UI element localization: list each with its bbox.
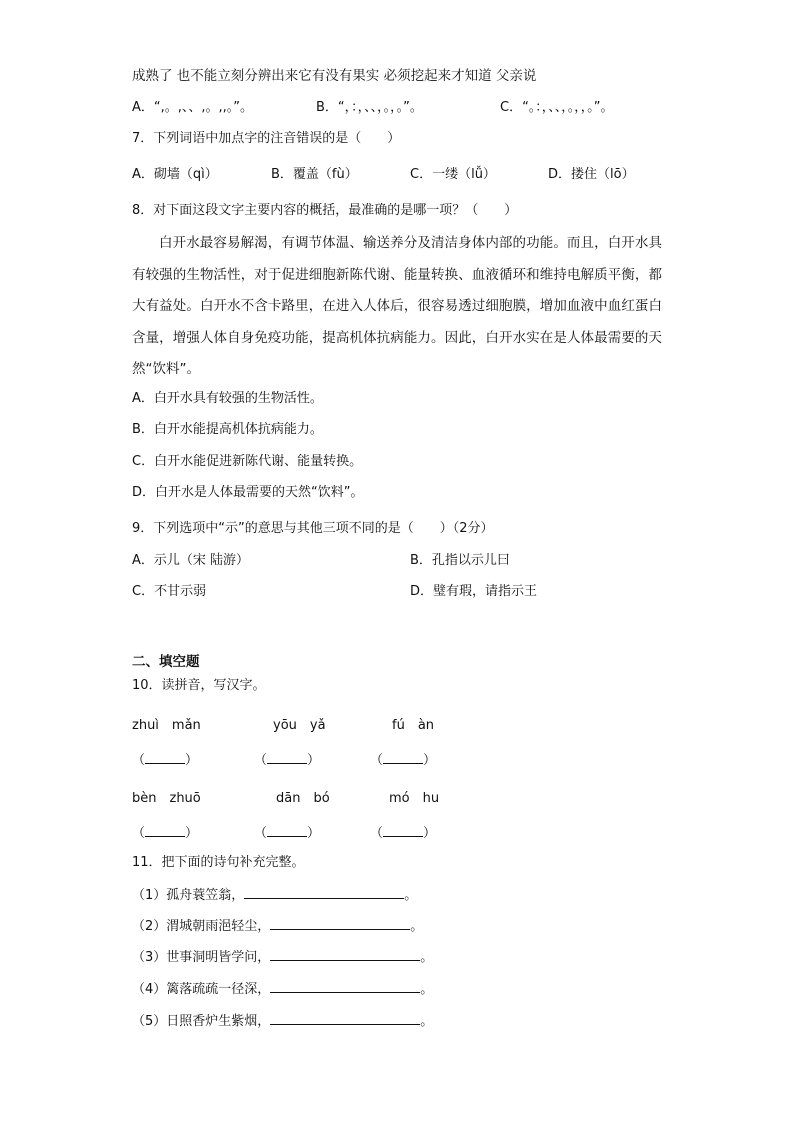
q6-option-c[interactable]: C．“。：，、、，。，，。”。 bbox=[500, 100, 614, 115]
passage-continued-line: 成熟了 也不能立刻分辨出来它有没有果实 必须挖起来才知道 父亲说 bbox=[132, 68, 537, 84]
pinyin-1: zhuì mǎn bbox=[132, 718, 201, 733]
q7-option-a[interactable]: A．砌墙（qì） bbox=[132, 167, 218, 182]
q8-option-a[interactable]: A．白开水具有较强的生物活性。 bbox=[132, 391, 323, 406]
pinyin-2: yōu yǎ bbox=[273, 718, 326, 733]
answer-box-6[interactable]: （ ） bbox=[370, 826, 437, 841]
poem-line-2[interactable]: （2）渭城朝雨浥轻尘， 。 bbox=[132, 919, 424, 934]
poem-line-4[interactable]: （4）篱落疏疏一径深， 。 bbox=[132, 982, 434, 997]
q8-option-d[interactable]: D．白开水是人体最需要的天然“饮料”。 bbox=[132, 485, 364, 500]
q9-option-b[interactable]: B．孔指以示儿曰 bbox=[410, 553, 510, 568]
q7-option-c[interactable]: C．一缕（lǚ） bbox=[410, 167, 496, 182]
q9-option-d[interactable]: D．璧有瑕，请指示王 bbox=[410, 584, 538, 599]
q7-option-b[interactable]: B．覆盖（fù） bbox=[271, 167, 358, 182]
pinyin-3: fú àn bbox=[392, 718, 435, 733]
q11-stem: 11．把下面的诗句补充完整。 bbox=[132, 855, 305, 870]
q9-option-c[interactable]: C．不甘示弱 bbox=[132, 584, 207, 599]
q7-option-d[interactable]: D．搂住（lō） bbox=[548, 167, 635, 182]
q6-option-b[interactable]: B．“，：，、、，。，。”。 bbox=[316, 100, 423, 115]
pinyin-4: bèn zhuō bbox=[132, 791, 201, 806]
section-heading: 二、填空题 bbox=[132, 654, 200, 670]
q9-option-a[interactable]: A．示儿（宋 陆游） bbox=[132, 553, 250, 568]
answer-box-2[interactable]: （ ） bbox=[254, 753, 321, 768]
answer-box-4[interactable]: （ ） bbox=[132, 826, 199, 841]
pinyin-5: dān bó bbox=[276, 791, 330, 806]
poem-line-1[interactable]: （1）孤舟蓑笠翁， 。 bbox=[132, 888, 418, 903]
q7-stem: 7．下列词语中加点字的注音错误的是（ ） bbox=[132, 131, 401, 146]
poem-line-5[interactable]: （5）日照香炉生紫烟， 。 bbox=[132, 1014, 434, 1029]
q10-stem: 10．读拼音，写汉字。 bbox=[132, 678, 266, 693]
poem-line-3[interactable]: （3）世事洞明皆学问， 。 bbox=[132, 950, 434, 965]
q8-option-b[interactable]: B．白开水能提高机体抗病能力。 bbox=[132, 422, 323, 437]
q8-option-c[interactable]: C．白开水能促进新陈代谢、能量转换。 bbox=[132, 454, 363, 469]
answer-box-1[interactable]: （ ） bbox=[132, 753, 199, 768]
pinyin-6: mó hu bbox=[389, 791, 440, 806]
answer-box-3[interactable]: （ ） bbox=[370, 753, 437, 768]
q9-stem: 9．下列选项中“示”的意思与其他三项不同的是（ ）（2分） bbox=[132, 521, 494, 536]
q6-option-a[interactable]: A．“,。,、、,。,,。”。 bbox=[132, 100, 254, 115]
q8-stem: 8．对下面这段文字主要内容的概括，最准确的是哪一项？（ ） bbox=[132, 203, 518, 218]
answer-box-5[interactable]: （ ） bbox=[254, 826, 321, 841]
q8-passage: 白开水最容易解渴，有调节体温、输送养分及清洁身体内部的功能。而且，白开水具有较强的生物活性，对于促进细胞新陈代谢、能量转换、血液循环和维持电解质平衡，都大有益处。白开水不含卡路里，在进入人体后，很容易透过细胞膜，增加血液中血红蛋白含量，增强人体自身免疫功能，提高机体抗病能力。因此，白开水实在是人体最需要的天然“饮料”。 bbox=[132, 235, 662, 377]
